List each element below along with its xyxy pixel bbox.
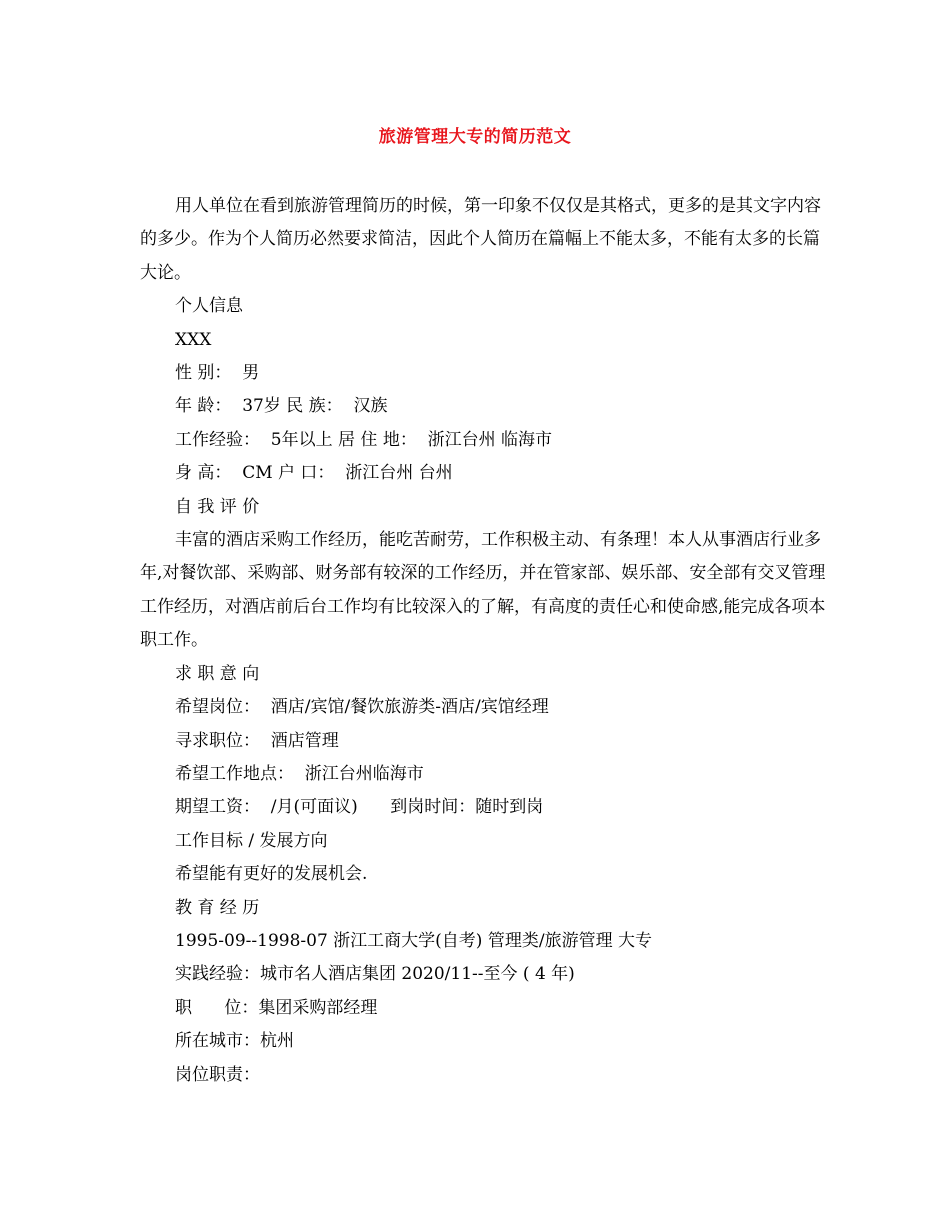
education-heading: 教 育 经 历: [175, 897, 260, 918]
duties-line: 岗位职责：: [175, 1064, 260, 1085]
position-line: 职 位：集团采购部经理: [175, 997, 378, 1018]
name-line: XXX: [175, 329, 212, 350]
gender-line: 性 别： 男: [175, 363, 260, 384]
salary-line: 期望工资： /月(可面议) 到岗时间：随时到岗: [175, 797, 544, 818]
document-body: [140, 190, 830, 1092]
desired-post-line: 希望岗位： 酒店/宾馆/餐饮旅游类-酒店/宾馆经理: [175, 697, 549, 718]
education-line: 1995-09--1998-07 浙江工商大学(自考) 管理类/旅游管理 大专: [175, 930, 652, 951]
seek-position-line: 寻求职位： 酒店管理: [175, 730, 339, 751]
job-intent-heading: 求 职 意 向: [175, 663, 260, 684]
city-line: 所在城市：杭州: [175, 1031, 294, 1052]
document-title: 旅游管理大专的简历范文: [378, 127, 572, 147]
age-line: 年 龄： 37岁 民 族： 汉族: [175, 396, 388, 417]
experience-line: 工作经验： 5年以上 居 住 地： 浙江台州 临海市: [175, 429, 553, 450]
self-eval-paragraph: 丰富的酒店采购工作经历，能吃苦耐劳，工作积极主动、有条理！本人从事酒店行业多年,对餐饮部、采购部、财务部有较深的工作经历，并在管家部、娱乐部、安全部有交叉管理工作经历，对酒店前后台工作均有比较深入的了解，有高度的责任心和使命感,能完成各项本职工作。: [140, 530, 826, 651]
goal-text: 希望能有更好的发展机会.: [175, 864, 368, 885]
goal-heading: 工作目标 / 发展方向: [175, 830, 328, 851]
height-line: 身 高： CM 户 口： 浙江台州 台州: [175, 463, 453, 484]
intro-paragraph: 用人单位在看到旅游管理简历的时候，第一印象不仅仅是其格式，更多的是其文字内容的多少。作为个人简历必然要求简洁，因此个人简历在篇幅上不能太多，不能有太多的长篇大论。: [140, 196, 821, 283]
desired-location-line: 希望工作地点： 浙江台州临海市: [175, 763, 424, 784]
practice-line: 实践经验：城市名人酒店集团 2020/11--至今 ( 4 年): [175, 964, 575, 985]
personal-info-heading: 个人信息: [175, 296, 243, 317]
self-eval-heading: 自 我 评 价: [175, 496, 260, 517]
